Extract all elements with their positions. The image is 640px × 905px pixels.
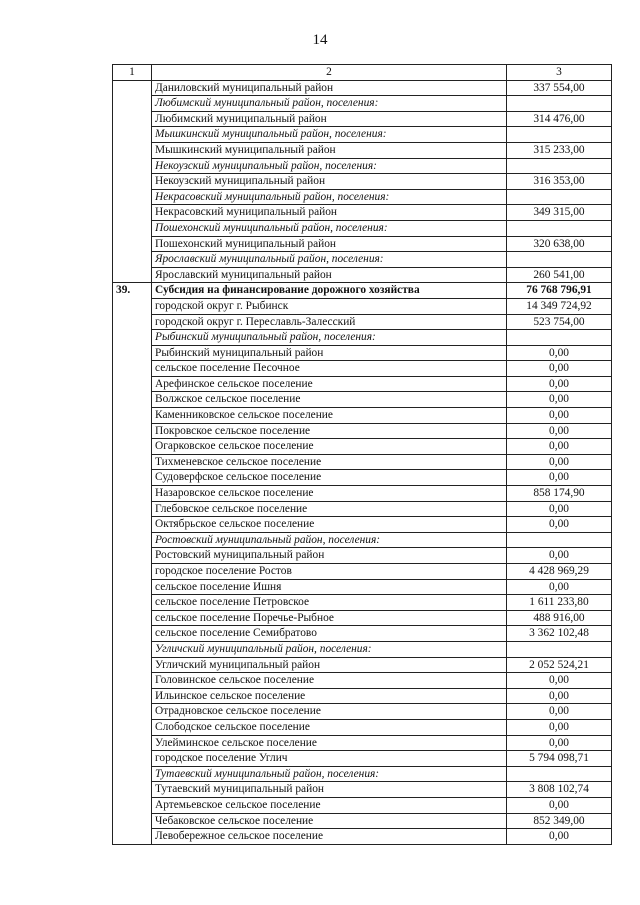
row-number-cell (113, 595, 152, 611)
row-value-cell: 0,00 (507, 439, 612, 455)
row-number-cell (113, 345, 152, 361)
row-number-cell (113, 142, 152, 158)
table-row (113, 704, 612, 720)
row-value-cell: 3 808 102,74 (507, 782, 612, 798)
table-row (113, 361, 612, 377)
table-row (113, 719, 612, 735)
row-value-cell: 0,00 (507, 361, 612, 377)
row-number-cell (113, 688, 152, 704)
subheader-row (113, 127, 612, 143)
row-value-cell: 0,00 (507, 735, 612, 751)
table-row (113, 688, 612, 704)
row-name-cell: Каменниковское сельское поселение (152, 408, 507, 424)
row-value-cell: 0,00 (507, 517, 612, 533)
row-number-cell (113, 454, 152, 470)
table-row (113, 595, 612, 611)
row-name-cell: Некрасовский муниципальный район (152, 205, 507, 221)
row-name-cell: Назаровское сельское поселение (152, 486, 507, 502)
table-row (113, 657, 612, 673)
table-header-row (113, 65, 612, 81)
row-number-cell (113, 626, 152, 642)
row-name-cell: Некоузский муниципальный район (152, 174, 507, 190)
row-number-cell (113, 376, 152, 392)
row-number-cell (113, 797, 152, 813)
row-value-cell: 315 233,00 (507, 142, 612, 158)
row-value-cell: 0,00 (507, 797, 612, 813)
column-header-1: 1 (113, 65, 152, 81)
row-value-cell: 0,00 (507, 704, 612, 720)
row-name-cell: Улейминское сельское поселение (152, 735, 507, 751)
table-row (113, 267, 612, 283)
subheader-row (113, 766, 612, 782)
table-row (113, 454, 612, 470)
row-name-cell: Рыбинский муниципальный район, поселения: (152, 330, 507, 346)
row-value-cell (507, 641, 612, 657)
row-name-cell: Глебовское сельское поселение (152, 501, 507, 517)
row-name-cell: Рыбинский муниципальный район (152, 345, 507, 361)
row-number-cell (113, 517, 152, 533)
row-number-cell (113, 829, 152, 845)
row-name-cell: Ростовский муниципальный район (152, 548, 507, 564)
table-row (113, 174, 612, 190)
table-row (113, 423, 612, 439)
row-number-cell (113, 439, 152, 455)
row-value-cell: 0,00 (507, 548, 612, 564)
row-name-cell: сельское поселение Семибратово (152, 626, 507, 642)
row-name-cell: Тутаевский муниципальный район, поселения: (152, 766, 507, 782)
row-value-cell: 316 353,00 (507, 174, 612, 190)
row-number-cell (113, 719, 152, 735)
table-row (113, 80, 612, 96)
subheader-row (113, 252, 612, 268)
table-row (113, 111, 612, 127)
row-name-cell: Ростовский муниципальный район, поселения: (152, 532, 507, 548)
row-value-cell: 0,00 (507, 423, 612, 439)
table-row (113, 797, 612, 813)
row-value-cell: 0,00 (507, 501, 612, 517)
row-number-cell (113, 236, 152, 252)
row-name-cell: Тихменевское сельское поселение (152, 454, 507, 470)
row-name-cell: Чебаковское сельское поселение (152, 813, 507, 829)
row-number-cell (113, 704, 152, 720)
row-value-cell: 523 754,00 (507, 314, 612, 330)
table-row (113, 392, 612, 408)
subheader-row (113, 96, 612, 112)
row-name-cell: Угличский муниципальный район (152, 657, 507, 673)
row-name-cell: Мышкинский муниципальный район, поселения: (152, 127, 507, 143)
row-number-cell (113, 813, 152, 829)
row-value-cell: 5 794 098,71 (507, 751, 612, 767)
subheader-row (113, 220, 612, 236)
row-name-cell: Волжское сельское поселение (152, 392, 507, 408)
row-value-cell: 3 362 102,48 (507, 626, 612, 642)
row-value-cell: 488 916,00 (507, 610, 612, 626)
row-name-cell: Пошехонский муниципальный район (152, 236, 507, 252)
table-row (113, 236, 612, 252)
row-value-cell (507, 252, 612, 268)
row-value-cell: 0,00 (507, 454, 612, 470)
row-name-cell: Субсидия на финансирование дорожного хозяйства (152, 283, 507, 299)
row-value-cell: 858 174,90 (507, 486, 612, 502)
row-value-cell: 337 554,00 (507, 80, 612, 96)
row-value-cell (507, 220, 612, 236)
subheader-row (113, 189, 612, 205)
row-number-cell (113, 330, 152, 346)
row-number-cell (113, 735, 152, 751)
row-name-cell: городской округ г. Переславль-Залесский (152, 314, 507, 330)
row-value-cell (507, 766, 612, 782)
row-number-cell (113, 470, 152, 486)
column-header-2: 2 (152, 65, 507, 81)
row-value-cell: 0,00 (507, 829, 612, 845)
row-number-cell (113, 766, 152, 782)
table-row (113, 376, 612, 392)
table-row (113, 298, 612, 314)
row-value-cell: 349 315,00 (507, 205, 612, 221)
row-value-cell: 0,00 (507, 470, 612, 486)
row-number-cell (113, 127, 152, 143)
row-value-cell (507, 96, 612, 112)
table-row (113, 408, 612, 424)
table-row (113, 673, 612, 689)
column-header-3: 3 (507, 65, 612, 81)
section-row (113, 283, 612, 299)
row-value-cell: 0,00 (507, 719, 612, 735)
row-number-cell (113, 408, 152, 424)
row-name-cell: городское поселение Углич (152, 751, 507, 767)
row-number-cell (113, 564, 152, 580)
row-name-cell: Огарковское сельское поселение (152, 439, 507, 455)
table-body (113, 65, 612, 845)
row-value-cell: 76 768 796,91 (507, 283, 612, 299)
subheader-row (113, 641, 612, 657)
row-value-cell (507, 189, 612, 205)
row-name-cell: Левобережное сельское поселение (152, 829, 507, 845)
row-number-cell (113, 111, 152, 127)
row-value-cell: 2 052 524,21 (507, 657, 612, 673)
subheader-row (113, 532, 612, 548)
row-value-cell: 0,00 (507, 376, 612, 392)
row-number-cell (113, 267, 152, 283)
row-number-cell (113, 314, 152, 330)
row-name-cell: Мышкинский муниципальный район (152, 142, 507, 158)
row-name-cell: Ярославский муниципальный район (152, 267, 507, 283)
row-number-cell (113, 252, 152, 268)
row-name-cell: Головинское сельское поселение (152, 673, 507, 689)
row-name-cell: Покровское сельское поселение (152, 423, 507, 439)
table-row (113, 751, 612, 767)
page-number: 14 (312, 32, 328, 48)
row-number-cell (113, 174, 152, 190)
row-number-cell (113, 486, 152, 502)
row-number-cell (113, 361, 152, 377)
table-row (113, 813, 612, 829)
row-name-cell: Арефинское сельское поселение (152, 376, 507, 392)
row-name-cell: Судоверфское сельское поселение (152, 470, 507, 486)
row-number-cell (113, 532, 152, 548)
row-value-cell: 0,00 (507, 688, 612, 704)
table-row (113, 501, 612, 517)
row-number-cell (113, 548, 152, 564)
table-row (113, 564, 612, 580)
table-row (113, 345, 612, 361)
row-name-cell: Ильинское сельское поселение (152, 688, 507, 704)
row-number-cell (113, 501, 152, 517)
row-number-cell (113, 205, 152, 221)
row-value-cell: 314 476,00 (507, 111, 612, 127)
row-name-cell: сельское поселение Песочное (152, 361, 507, 377)
row-value-cell: 852 349,00 (507, 813, 612, 829)
row-name-cell: сельское поселение Петровское (152, 595, 507, 611)
table-row (113, 517, 612, 533)
row-number-cell (113, 189, 152, 205)
row-value-cell: 320 638,00 (507, 236, 612, 252)
row-value-cell (507, 158, 612, 174)
row-value-cell: 14 349 724,92 (507, 298, 612, 314)
row-name-cell: Ярославский муниципальный район, поселения: (152, 252, 507, 268)
table-row (113, 626, 612, 642)
row-value-cell: 0,00 (507, 392, 612, 408)
row-value-cell: 1 611 233,80 (507, 595, 612, 611)
row-value-cell (507, 330, 612, 346)
row-value-cell (507, 532, 612, 548)
row-number-cell (113, 220, 152, 236)
row-name-cell: сельское поселение Ишня (152, 579, 507, 595)
row-name-cell: Тутаевский муниципальный район (152, 782, 507, 798)
row-number-cell (113, 80, 152, 96)
row-number-cell (113, 96, 152, 112)
row-name-cell: Отрадновское сельское поселение (152, 704, 507, 720)
row-name-cell: Даниловский муниципальный район (152, 80, 507, 96)
row-number-cell (113, 392, 152, 408)
row-name-cell: Артемьевское сельское поселение (152, 797, 507, 813)
row-number-cell (113, 610, 152, 626)
table-row (113, 142, 612, 158)
row-number-cell (113, 641, 152, 657)
table-row (113, 829, 612, 845)
row-name-cell: Угличский муниципальный район, поселения: (152, 641, 507, 657)
row-value-cell: 0,00 (507, 673, 612, 689)
row-name-cell: Пошехонский муниципальный район, поселения: (152, 220, 507, 236)
row-value-cell: 0,00 (507, 579, 612, 595)
table-row (113, 486, 612, 502)
row-number-cell (113, 782, 152, 798)
table-row (113, 314, 612, 330)
row-name-cell: Любимский муниципальный район (152, 111, 507, 127)
row-number-cell (113, 751, 152, 767)
subheader-row (113, 330, 612, 346)
row-number-cell (113, 298, 152, 314)
row-number-cell (113, 673, 152, 689)
row-value-cell (507, 127, 612, 143)
row-number-cell (113, 579, 152, 595)
table-row (113, 548, 612, 564)
row-name-cell: Октябрьское сельское поселение (152, 517, 507, 533)
row-name-cell: Слободское сельское поселение (152, 719, 507, 735)
subheader-row (113, 158, 612, 174)
table-row (113, 579, 612, 595)
table-row (113, 439, 612, 455)
table-row (113, 782, 612, 798)
row-value-cell: 0,00 (507, 408, 612, 424)
table-row (113, 610, 612, 626)
row-name-cell: городской округ г. Рыбинск (152, 298, 507, 314)
row-number-cell (113, 158, 152, 174)
row-name-cell: сельское поселение Поречье-Рыбное (152, 610, 507, 626)
row-name-cell: Некоузский муниципальный район, поселения: (152, 158, 507, 174)
table-row (113, 735, 612, 751)
row-number-cell (113, 423, 152, 439)
row-value-cell: 260 541,00 (507, 267, 612, 283)
row-value-cell: 4 428 969,29 (507, 564, 612, 580)
row-name-cell: городское поселение Ростов (152, 564, 507, 580)
row-name-cell: Некрасовский муниципальный район, поселения: (152, 189, 507, 205)
table-row (113, 205, 612, 221)
subsidy-table (112, 64, 612, 845)
row-number-cell (113, 657, 152, 673)
row-value-cell: 0,00 (507, 345, 612, 361)
row-name-cell: Любимский муниципальный район, поселения: (152, 96, 507, 112)
row-number-cell: 39. (113, 283, 152, 299)
table-row (113, 470, 612, 486)
